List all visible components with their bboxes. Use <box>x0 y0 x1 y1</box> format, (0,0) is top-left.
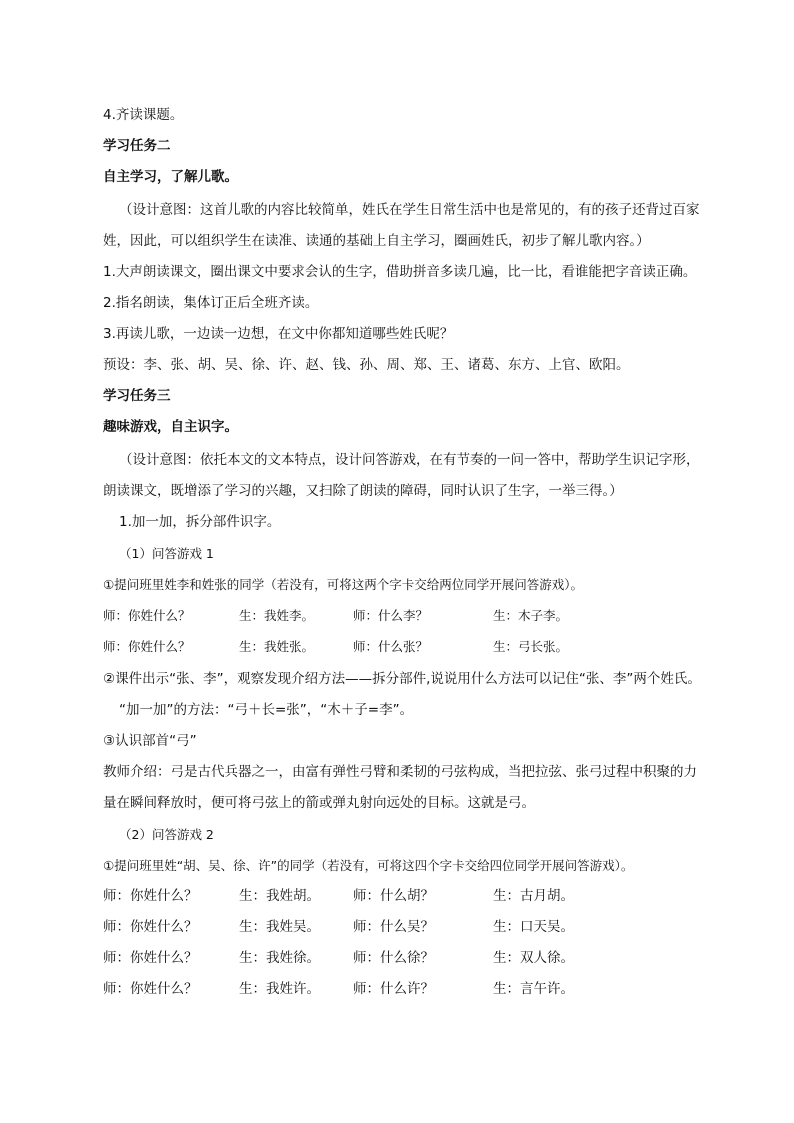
dialog2-row <box>103 974 703 1005</box>
dialog-student-explain: 生：弓长张。 <box>493 639 569 654</box>
dialog-student-answer: 生：我姓张。 <box>239 639 315 654</box>
game2-heading: （2）问答游戏 2 <box>119 827 214 842</box>
dialog1-row <box>103 631 703 662</box>
dialog-student-explain: 生：言午许。 <box>493 981 574 997</box>
dialog-teacher-followup: 师：什么胡？ <box>353 888 434 904</box>
task3-heading: 学习任务三 <box>103 388 171 404</box>
dialog1-row <box>103 600 703 631</box>
dialog-student-answer: 生：我姓胡。 <box>239 888 320 904</box>
game1-heading: （1）问答游戏 1 <box>119 546 214 561</box>
dialog-student-answer: 生：我姓李。 <box>239 608 315 623</box>
dialog2-row <box>103 943 703 974</box>
dialog-student-answer: 生：我姓徐。 <box>239 950 320 966</box>
dialog-teacher-ask: 师：你姓什么？ <box>103 919 198 935</box>
dialog-student-explain: 生：古月胡。 <box>493 888 574 904</box>
dialog-student-explain: 生：木子李。 <box>493 608 569 623</box>
task2-preset: 预设：李、张、胡、吴、徐、许、赵、钱、孙、周、郑、王、诸葛、东方、上官、欧阳。 <box>103 357 630 373</box>
task2-step3: 3.再读儿歌，一边读一边想，在文中你都知道哪些姓氏呢？ <box>103 326 454 342</box>
task2-step2: 2.指名朗读，集体订正后全班齐读。 <box>103 295 319 311</box>
dialog-student-answer: 生：我姓吴。 <box>239 919 320 935</box>
add-step: 1.加一加，拆分部件识字。 <box>119 514 281 530</box>
document-body <box>103 100 703 1005</box>
task3-design-intent: （设计意图：依托本文的文本特点，设计问答游戏，在有节奏的一问一答中，帮助学生识记字形，朗读课文，既增添了学习的兴趣，又扫除了朗读的障碍，同时认识了生字，一举三得。） <box>103 452 700 499</box>
task2-subheading: 自主学习，了解儿歌。 <box>103 169 238 185</box>
dialog-teacher-followup: 师：什么李？ <box>353 608 429 623</box>
dialog-teacher-followup: 师：什么徐？ <box>353 950 434 966</box>
task3-subheading: 趣味游戏，自主识字。 <box>103 419 238 435</box>
dialog-teacher-followup: 师：什么许？ <box>353 981 434 997</box>
add-method: “加一加”的方法：“弓＋长=张”，“木＋子=李”。 <box>119 702 414 718</box>
dialog-teacher-ask: 师：你姓什么？ <box>103 981 198 997</box>
courseware-step: ②课件出示“张、李”，观察发现介绍方法——拆分部件,说说用什么方法可以记住“张、李”两个姓氏。 <box>103 671 701 687</box>
game1-question: ①提问班里姓李和姓张的同学（若没有，可将这两个字卡交给两位同学开展问答游戏）。 <box>103 577 583 592</box>
task2-step1: 1.大声朗读课文，圈出课文中要求会认的生字，借助拼音多读几遍，比一比，看谁能把字音读正确。 <box>103 264 697 280</box>
dialog2-row <box>103 912 703 943</box>
game2-question: ①提问班里姓“胡、吴、徐、许”的同学（若没有，可将这四个字卡交给四位同学开展问答游戏）。 <box>103 858 634 873</box>
dialog-teacher-ask: 师：你姓什么？ <box>103 639 191 654</box>
dialog-teacher-ask: 师：你姓什么？ <box>103 608 191 623</box>
teacher-intro: 教师介绍：弓是古代兵器之一，由富有弹性弓臂和柔韧的弓弦构成，当把拉弦、张弓过程中积聚的力量在瞬间释放时，便可将弓弦上的箭或弹丸射向远处的目标。这就是弓。 <box>103 764 697 811</box>
task2-heading: 学习任务二 <box>103 138 171 154</box>
dialog-teacher-followup: 师：什么张？ <box>353 639 429 654</box>
dialog-student-answer: 生：我姓许。 <box>239 981 320 997</box>
task2-design-intent: （设计意图：这首儿歌的内容比较简单，姓氏在学生日常生活中也是常见的，有的孩子还背过百家姓，因此，可以组织学生在读准、读通的基础上自主学习，圈画姓氏，初步了解儿歌内容。） <box>103 202 700 249</box>
dialog-teacher-ask: 师：你姓什么？ <box>103 888 198 904</box>
radical-step: ③认识部首“弓” <box>103 733 197 749</box>
dialog-teacher-ask: 师：你姓什么？ <box>103 950 198 966</box>
dialog2-row <box>103 881 703 912</box>
step-read-title: 4.齐读课题。 <box>103 107 184 123</box>
dialog-student-explain: 生：双人徐。 <box>493 950 574 966</box>
dialog-teacher-followup: 师：什么吴？ <box>353 919 434 935</box>
dialog-student-explain: 生：口天吴。 <box>493 919 574 935</box>
